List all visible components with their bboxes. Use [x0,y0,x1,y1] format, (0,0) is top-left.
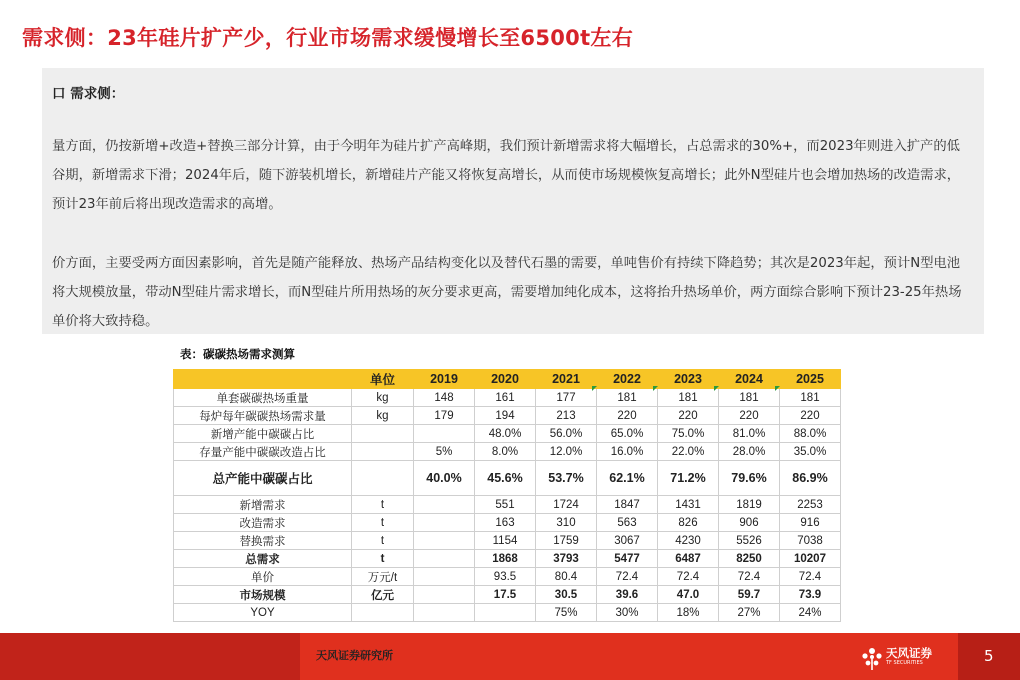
table-cell: 新增产能中碳碳占比 [174,425,352,443]
table-cell: kg [352,389,414,407]
table-cell [414,586,475,604]
table-cell: 72.4 [658,568,719,586]
table-cell: 916 [780,514,841,532]
table-cell: 56.0% [536,425,597,443]
company-logo [860,643,940,673]
table-cell: 906 [719,514,780,532]
table-cell: YOY [174,604,352,622]
table-cell: 93.5 [475,568,536,586]
table-cell: 替换需求 [174,532,352,550]
table-cell: 62.1% [597,461,658,496]
table-cell: 27% [719,604,780,622]
table-cell: 75% [536,604,597,622]
table-cell: kg [352,407,414,425]
table-cell: 35.0% [780,443,841,461]
table-cell: 30.5 [536,586,597,604]
page-title: 需求侧：23年硅片扩产少，行业市场需求缓慢增长至6500t左右 [22,26,634,50]
logo-flower-icon [860,645,884,671]
demand-side-textbox [42,68,984,334]
table-cell: 73.9 [780,586,841,604]
table-cell: 28.0% [719,443,780,461]
table-cell: 163 [475,514,536,532]
table-cell: 5526 [719,532,780,550]
table-cell: 181 [780,389,841,407]
header-cell-2024: 2024 [719,370,780,389]
table-cell: 改造需求 [174,514,352,532]
table-cell: 48.0% [475,425,536,443]
table-cell: 1431 [658,496,719,514]
table-cell: 18% [658,604,719,622]
table-cell: 总需求 [174,550,352,568]
table-cell: 4230 [658,532,719,550]
page-number: 5 [984,647,994,665]
table-cell [352,425,414,443]
table-cell: 市场规模 [174,586,352,604]
table-cell: 1759 [536,532,597,550]
table-cell: 45.6% [475,461,536,496]
table-cell: 40.0% [414,461,475,496]
table-cell: 179 [414,407,475,425]
table-cell: 总产能中碳碳占比 [174,461,352,496]
table-cell: 72.4 [597,568,658,586]
table-cell: 181 [597,389,658,407]
cell-marker-icon [592,386,597,391]
table-header-row [174,370,841,389]
table-cell: 新增需求 [174,496,352,514]
table-cell: 826 [658,514,719,532]
paragraph-price: 价方面，主要受两方面因素影响，首先是随产能释放、热场产品结构变化以及替代石墨的需要，单吨售价有持续下降趋势；其次是2023年起，预计N型电池将大规模放量，带动N型硅片需求增长，而N型硅片所用热场的灰分要求更高，需要增加纯化成本，这将抬升热场单价，两方面综合影响下预计23-25年热场单价将大致持稳。 [52,256,962,329]
table-cell: t [352,514,414,532]
table-row [174,604,841,622]
table-cell: 75.0% [658,425,719,443]
cell-marker-icon [775,386,780,391]
table-cell [414,568,475,586]
table-cell: 单套碳碳热场重量 [174,389,352,407]
table-cell: 5477 [597,550,658,568]
table-cell [414,514,475,532]
header-cell-2020: 2020 [475,370,536,389]
table-cell: 17.5 [475,586,536,604]
header-cell-2022: 2022 [597,370,658,389]
table-cell: 220 [658,407,719,425]
table-cell [414,550,475,568]
table-cell: 1847 [597,496,658,514]
table-cell: 1868 [475,550,536,568]
table-cell: 单价 [174,568,352,586]
table-cell: t [352,532,414,550]
table-row [174,586,841,604]
table-row [174,443,841,461]
table-row [174,532,841,550]
table-row [174,550,841,568]
table-cell: 71.2% [658,461,719,496]
table-cell [414,496,475,514]
table-cell: 30% [597,604,658,622]
table-cell: 563 [597,514,658,532]
table-cell: 148 [414,389,475,407]
logo-text: 天风证券 [886,646,932,660]
table-cell: 65.0% [597,425,658,443]
table-cell: 72.4 [780,568,841,586]
table-cell: 161 [475,389,536,407]
table-cell: 8.0% [475,443,536,461]
table-cell [414,532,475,550]
footer-bar [0,633,1020,680]
table-row [174,568,841,586]
table-cell: 22.0% [658,443,719,461]
table-cell: 24% [780,604,841,622]
table-cell: 79.6% [719,461,780,496]
table-cell: 47.0 [658,586,719,604]
table-cell: 72.4 [719,568,780,586]
table-cell: 2253 [780,496,841,514]
table-cell: 1724 [536,496,597,514]
research-institute-label: 天风证券研究所 [316,649,393,662]
table-cell: 310 [536,514,597,532]
table-cell: 1154 [475,532,536,550]
table-cell: 5% [414,443,475,461]
table-cell: 12.0% [536,443,597,461]
table-cell: t [352,496,414,514]
table-cell: 80.4 [536,568,597,586]
table-cell [352,461,414,496]
table-cell: 3067 [597,532,658,550]
header-cell-2021: 2021 [536,370,597,389]
header-cell-2019: 2019 [414,370,475,389]
table-cell: 1819 [719,496,780,514]
table-cell: 213 [536,407,597,425]
table-row [174,496,841,514]
header-cell-unit: 单位 [352,370,414,389]
table-cell: 亿元 [352,586,414,604]
table-cell: 86.9% [780,461,841,496]
table-cell [414,425,475,443]
table-cell: 16.0% [597,443,658,461]
table-row [174,461,841,496]
table-cell [475,604,536,622]
table-cell: 10207 [780,550,841,568]
table-cell: 181 [658,389,719,407]
footer-left-strip [0,633,300,680]
table-cell: 59.7 [719,586,780,604]
table-cell: 万元/t [352,568,414,586]
header-cell-2023: 2023 [658,370,719,389]
table-cell: 81.0% [719,425,780,443]
table-cell: 3793 [536,550,597,568]
table-cell [414,604,475,622]
table-cell: 7038 [780,532,841,550]
table-cell: 53.7% [536,461,597,496]
table-row [174,514,841,532]
cc-thermal-field-demand-table [173,369,841,622]
table-row [174,389,841,407]
table-cell: 220 [780,407,841,425]
header-cell-2025: 2025 [780,370,841,389]
table-cell: 6487 [658,550,719,568]
table-cell [352,604,414,622]
logo-subtext: TF SECURITIES [886,660,923,666]
table-cell: 39.6 [597,586,658,604]
table-cell: 220 [719,407,780,425]
table-caption: 表：碳碳热场需求测算 [180,347,295,361]
table-cell: 181 [719,389,780,407]
table-cell: 551 [475,496,536,514]
table-cell: t [352,550,414,568]
table-cell: 存量产能中碳碳改造占比 [174,443,352,461]
table-cell: 194 [475,407,536,425]
table-cell: 8250 [719,550,780,568]
table-cell: 88.0% [780,425,841,443]
table-cell [352,443,414,461]
header-cell-label [174,370,352,389]
table-cell: 177 [536,389,597,407]
table-row [174,425,841,443]
paragraph-volume: 量方面，仍按新增+改造+替换三部分计算，由于今明年为硅片扩产高峰期，我们预计新增需求将大幅增长，占总需求的30%+，而2023年则进入扩产的低谷期，新增需求下滑；2024年后，随下游装机增长，新增硅片产能又将恢复高增长，从而使市场规模恢复高增长；此外N型硅片也会增加热场的改造需求，预计23年前后将出现改造需求的高增。 [52,139,961,212]
cell-marker-icon [653,386,658,391]
table-cell: 每炉每年碳碳热场需求量 [174,407,352,425]
cell-marker-icon [714,386,719,391]
table-row [174,407,841,425]
table-cell: 220 [597,407,658,425]
section-subheading: 口 需求侧： [52,86,125,102]
